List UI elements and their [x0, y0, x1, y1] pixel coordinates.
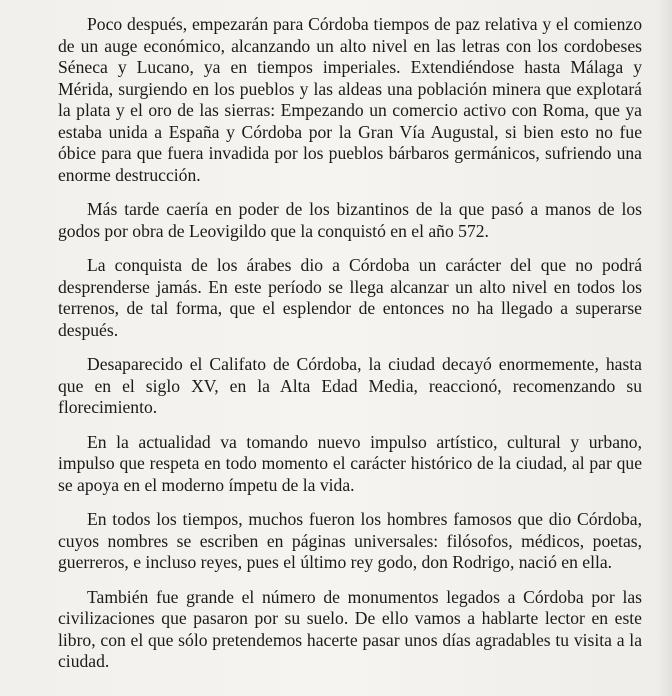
paragraph-2: Más tarde caería en poder de los bizantinos de la que pasó a manos de los godos por obra de Leovigildo que la conquistó en el año 572.	[58, 199, 642, 241]
paragraph-4: Desaparecido el Califato de Córdoba, la ciudad decayó enormemente, hasta que en el siglo XV, en la Alta Edad Media, reaccionó, recomenzando su florecimiento.	[58, 354, 642, 417]
paragraph-1: Poco después, empezarán para Córdoba tiempos de paz relativa y el comienzo de un auge económico, alcanzando un alto nivel en las letras con los cordobeses Séneca y Lucano, ya en tiempos imperiales. Extendiéndose hasta Málaga y Mérida, surgiendo en los pueblos y las aldeas una población minera que explotará la plata y el oro de las sierras: Empezando un comercio activo con Roma, que ya estaba unida a España y Córdoba por la Gran Vía Augustal, si bien esto no fue óbice para que fuera invadida por los pueblos bárbaros germánicos, sufriendo una enorme destrucción.	[58, 14, 642, 185]
paragraph-5: En la actualidad va tomando nuevo impulso artístico, cultural y urbano, impulso que respeta en todo momento el carácter histórico de la ciudad, al par que se apoya en el moderno ímpetu de la vida.	[58, 431, 642, 495]
page-edge-shadow	[658, 0, 672, 696]
page-text-body	[58, 14, 642, 673]
paragraph-3: La conquista de los árabes dio a Córdoba un carácter del que no podrá desprenderse jamás. En este período se llega alcanzar un alto nivel en todos los terrenos, de tal forma, que el esplendor de entonces no ha llegado a superarse después.	[58, 255, 642, 340]
paragraph-7: También fue grande el número de monumentos legados a Córdoba por las civilizaciones que pasaron por su suelo. De ello vamos a hablarte lector en este libro, con el que sólo pretendemos hacerte pasar unos días agradables tu visita a la ciudad.	[58, 586, 642, 671]
paragraph-6: En todos los tiempos, muchos fueron los hombres famosos que dio Córdoba, cuyos nombres se escriben en páginas universales: filósofos, médicos, poetas, guerreros, e incluso reyes, pues el último rey godo, don Rodrigo, nació en ella.	[58, 509, 642, 572]
